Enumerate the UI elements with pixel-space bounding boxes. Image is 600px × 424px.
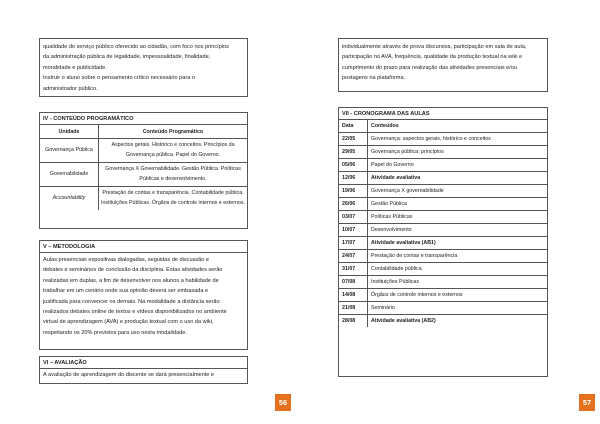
conteudo-cell: Aspectos gerais. Histórico e conceitos. Princípios da Governança pública. Papel do Governo. (99, 139, 248, 163)
unidade-cell: Accountability (40, 187, 99, 211)
table-row (40, 163, 247, 187)
page-number: 56 (275, 394, 291, 411)
right-page (300, 0, 600, 424)
avaliacao-box (39, 356, 248, 384)
table-row (339, 237, 547, 250)
col-conteudos: Conteúdos (368, 120, 548, 133)
programa-box (39, 112, 248, 229)
conteudo-cell: Prestação de contas e transparência. Contabilidade pública. Instituições Públicas. Órgãos de controle internos e externos. (101, 190, 245, 206)
date-cell: 12/06 (339, 172, 368, 185)
objectives-line-4: Instruir o aluno sobre o pensamento crítico necessário para o (43, 75, 196, 82)
table-row (339, 315, 547, 328)
date-cell: 19/06 (339, 185, 368, 198)
objectives-line-3: moralidade e publicidade. (43, 64, 107, 71)
table-row (339, 133, 547, 146)
avaliacao-cont-line: postagens na plataforma. (342, 75, 406, 82)
content-cell: Atividade avaliativa (AB1) (368, 237, 548, 250)
avaliacao-line: A avaliação de aprendizagem do discente se dará presencialmente e (43, 372, 215, 378)
date-cell: 05/06 (339, 159, 368, 172)
programa-title: IV - CONTEÚDO PROGRAMÁTICO (40, 113, 247, 125)
content-cell: Seminário (368, 302, 548, 315)
table-row (339, 146, 547, 159)
objectives-line-1: qualidade do serviço público oferecido ao cidadão, com foco nos princípios (43, 44, 229, 50)
col-conteudo: Conteúdo Programático (99, 125, 248, 139)
conteudo-cell: Governança X Governabilidade. Gestão Pública. Políticas Públicas e desenvolvimento. (99, 163, 248, 187)
cronograma-box (338, 107, 548, 377)
metodologia-line: respeitando os 20% previstos para uso nesta modalidade. (43, 329, 187, 336)
date-cell: 21/08 (339, 302, 368, 315)
avaliacao-cont-line: individualmente através de prova discursiva, participação em sala de aula, (342, 44, 527, 50)
content-cell: Prestação de contas e transparência (368, 250, 548, 263)
objectives-line-5: administrador público. (43, 85, 98, 92)
page-number: 57 (579, 394, 595, 411)
date-cell: 03/07 (339, 211, 368, 224)
date-cell: 22/05 (339, 133, 368, 146)
table-row (339, 289, 547, 302)
table-row (339, 302, 547, 315)
unidade-cell: Governabilidade (40, 163, 99, 187)
metodologia-line: virtual de aprendizagem (AVA) e produção textual com o uso da wiki, (43, 319, 214, 326)
date-cell: 26/06 (339, 198, 368, 211)
content-cell: Atividade avaliativa (368, 172, 548, 185)
metodologia-body (40, 253, 247, 340)
table-row (40, 139, 247, 163)
cronograma-table (339, 120, 547, 327)
avaliacao-cont-line: participação no AVA, frequência, qualidade da produção textual na wiki e (342, 54, 523, 61)
metodologia-title: V – METODOLOGIA (40, 241, 247, 253)
metodologia-line: justificada para convencer os demais. Na modalidade a distância serão (43, 298, 220, 305)
date-cell: 17/07 (339, 237, 368, 250)
metodologia-line: realizados debates online de textos e vídeos disponibilizados no ambiente (43, 309, 227, 316)
date-cell: 14/08 (339, 289, 368, 302)
content-cell: Gestão Pública (368, 198, 548, 211)
table-row (339, 198, 547, 211)
unidade-cell: Governança Pública (40, 139, 99, 163)
date-cell: 29/05 (339, 146, 368, 159)
content-cell: Contabilidade pública (368, 263, 548, 276)
content-cell: Órgãos de controle internos e externos (368, 289, 548, 302)
content-cell: Desenvolvimento (368, 224, 548, 237)
date-cell: 10/07 (339, 224, 368, 237)
avaliacao-cont-line: cumprimento do prazo para realização das atividades presenciais e/ou (342, 64, 518, 71)
cronograma-title: VII - CRONOGRAMA DAS AULAS (339, 108, 547, 120)
table-row (339, 263, 547, 276)
content-cell: Governança pública: princípios (368, 146, 548, 159)
date-cell: 28/08 (339, 315, 368, 328)
objectives-line-2: da administração pública de legalidade, impessoalidade, finalidade, (43, 54, 211, 61)
content-cell: Políticas Públicas (368, 211, 548, 224)
date-cell: 31/07 (339, 263, 368, 276)
content-cell: Papel do Governo (368, 159, 548, 172)
table-row (339, 211, 547, 224)
col-data: Data (339, 120, 368, 133)
content-cell: Atividade avaliativa (AB2) (371, 318, 436, 324)
col-unidade: Unidade (40, 125, 99, 139)
content-cell: Governança X governabilidade (368, 185, 548, 198)
table-row (339, 250, 547, 263)
table-row (339, 159, 547, 172)
metodologia-line: debates e seminários de conclusão da disciplina. Estas atividades serão (43, 267, 223, 274)
table-row (339, 276, 547, 289)
table-row (40, 187, 247, 211)
table-row (339, 224, 547, 237)
metodologia-line: Aulas presenciais expositivas dialogadas, seguidas de discussão e (43, 257, 210, 263)
metodologia-line: realizadas em duplas, a fim de desenvolver nos alunos a habilidade de (43, 277, 219, 284)
content-cell: Governança: aspectos gerais, histórico e conceitos (368, 133, 548, 146)
table-row (339, 172, 547, 185)
metodologia-line: trabalhar em um cenário onde sua opinião deverá ser embasada e (43, 288, 209, 295)
objectives-box (39, 38, 248, 97)
table-row (339, 185, 547, 198)
programa-table (40, 125, 247, 210)
avaliacao-title: VI – AVALIAÇÃO (40, 357, 247, 369)
content-cell: Instituições Públicas (368, 276, 548, 289)
date-cell: 07/08 (339, 276, 368, 289)
metodologia-box (39, 240, 248, 350)
date-cell: 24/07 (339, 250, 368, 263)
avaliacao-continued-box (338, 38, 548, 92)
